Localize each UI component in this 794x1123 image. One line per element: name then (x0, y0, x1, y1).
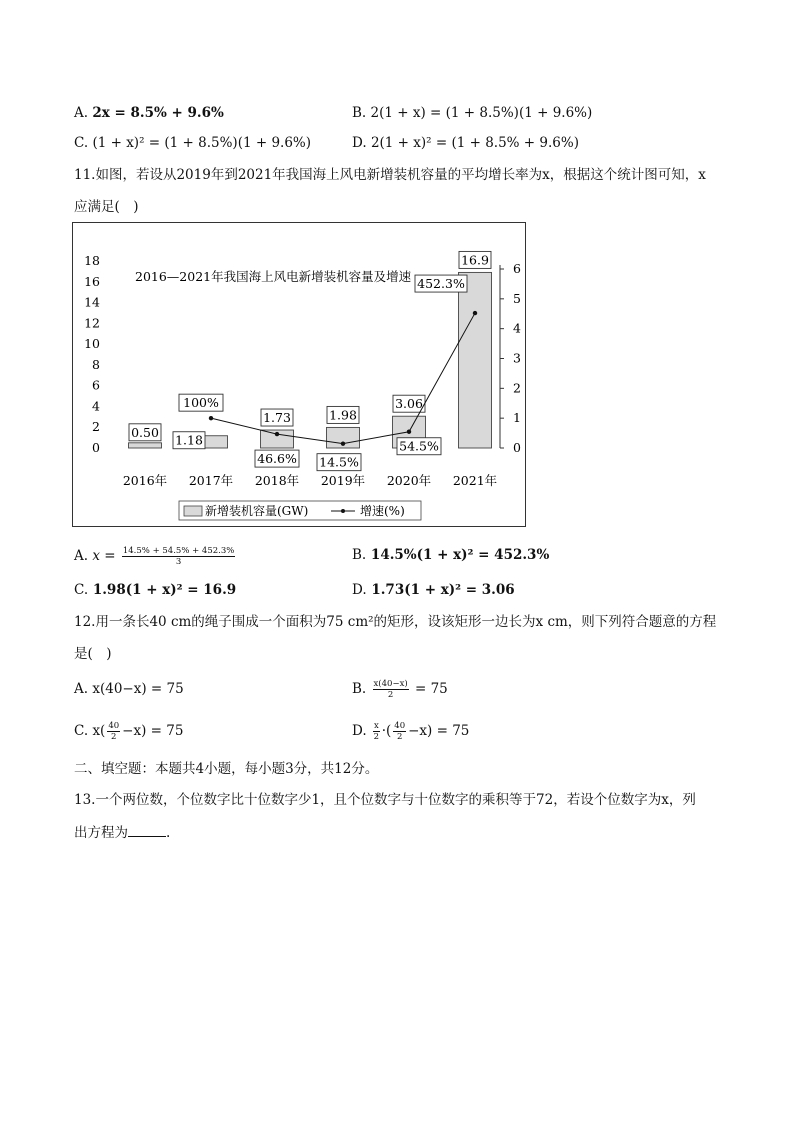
q12-option-b: B. $\frac{x(40-x)}{2}$ = 75 (352, 679, 448, 700)
q12-stem-line1: 12.用一条长40 cm的绳子围成一个面积为75 cm²的矩形，设该矩形一边长为x cm，则下列符合题意的方程 (74, 614, 717, 630)
left-axis-tick-label: 8 (92, 356, 100, 372)
growth-value-label: 54.5% (399, 438, 439, 454)
category-label: 2019年 (320, 473, 366, 488)
legend-bar-swatch (184, 506, 202, 516)
category-label: 2020年 (386, 473, 432, 488)
bar-2021年 (459, 272, 492, 448)
growth-point-2020年 (407, 430, 411, 434)
bar-value-label: 0.50 (131, 424, 159, 440)
left-axis-tick-label: 6 (92, 377, 100, 393)
category-label: 2018年 (254, 473, 300, 488)
left-axis-tick-label: 18 (84, 253, 100, 268)
bar-value-label: 16.9 (461, 252, 489, 268)
right-axis-tick-label: 6 (513, 261, 521, 276)
bar-2016年 (129, 443, 162, 448)
left-axis-tick-label: 14 (84, 294, 100, 310)
answer-blank[interactable] (128, 823, 166, 837)
bar-value-label: 3.06 (395, 396, 423, 412)
left-axis-tick-label: 0 (92, 440, 100, 455)
q11-option-a: A. x = $\frac{14.5\% + 54.5\% + 452.3\%}{3}$ (74, 546, 235, 567)
q11-a-numerator: 14.5% + 54.5% + 452.3% (122, 546, 235, 556)
right-axis-tick-label: 3 (513, 350, 521, 366)
q12-option-d: D. $\frac{x}{2}$ ·( $\frac{40}{2}$ −x) = 75 (352, 721, 470, 742)
q10-option-c: C. (1 + x)² = (1 + 8.5%)(1 + 9.6%) (74, 135, 312, 151)
q13-stem-line1: 13.一个两位数，个位数字比十位数字少1，且个位数字与十位数字的乘积等于72，若设个位数字为x，列 (74, 792, 696, 808)
q10-option-b: B. 2(1 + x) = (1 + 8.5%)(1 + 9.6%) (352, 105, 593, 121)
category-label: 2021年 (452, 473, 498, 488)
q11-stem-line1: 11.如图，若设从2019年到2021年我国海上风电新增装机容量的平均增长率为x，根据这个统计图可知，x (74, 167, 706, 183)
growth-point-2017年 (209, 416, 213, 420)
q12-option-c: C. x( $\frac{40}{2}$ −x) = 75 (74, 721, 184, 742)
left-axis-tick-label: 4 (92, 398, 100, 414)
growth-point-2019年 (341, 441, 345, 445)
q11-option-c: C. 1.98(1 + x)² = 16.9 (74, 582, 237, 598)
bar-value-label: 1.18 (175, 432, 203, 448)
bar-value-label: 1.73 (263, 410, 291, 426)
q11-chart (72, 222, 526, 527)
legend-line-label: 增速(%) (360, 504, 405, 518)
growth-point-2021年 (473, 311, 477, 315)
section2-heading: 二、填空题：本题共4小题，每小题3分，共12分。 (74, 761, 379, 777)
q10-option-a: A. 2x = 8.5% + 9.6% (74, 105, 224, 121)
q13-stem-line2: 出方程为 . (74, 825, 171, 841)
growth-line (211, 313, 475, 444)
q12-option-a: A. x(40−x) = 75 (74, 681, 184, 697)
category-label: 2017年 (188, 473, 234, 488)
left-axis-tick-label: 2 (92, 419, 100, 435)
bar-value-label: 1.98 (329, 407, 357, 423)
legend-line-marker (341, 509, 345, 513)
right-axis-tick-label: 1 (513, 410, 521, 426)
q11-option-d: D. 1.73(1 + x)² = 3.06 (352, 582, 515, 598)
q12-stem-line2: 是( ) (74, 646, 112, 662)
q11-stem-line2: 应满足( ) (74, 199, 139, 215)
left-axis-tick-label: 16 (84, 273, 100, 289)
q11-a-denominator: 3 (175, 557, 182, 567)
growth-value-label: 14.5% (319, 454, 359, 470)
growth-value-label: 452.3% (417, 276, 465, 292)
growth-value-label: 46.6% (257, 451, 297, 467)
legend-bar-label: 新增装机容量(GW) (205, 504, 309, 518)
left-axis-tick-label: 10 (84, 336, 100, 352)
q10-option-d: D. 2(1 + x)² = (1 + 8.5% + 9.6%) (352, 135, 579, 151)
q11-option-b: B. 14.5%(1 + x)² = 452.3% (352, 547, 550, 563)
right-axis-tick-label: 5 (513, 290, 521, 306)
growth-point-2018年 (275, 432, 279, 436)
right-axis-tick-label: 4 (513, 320, 521, 336)
left-axis-tick-label: 12 (84, 315, 100, 331)
chart-svg (73, 223, 525, 526)
chart-legend (179, 501, 421, 520)
growth-value-label: 100% (183, 395, 219, 411)
right-axis-tick-label: 0 (513, 440, 521, 455)
right-axis-tick-label: 2 (513, 380, 521, 396)
category-label: 2016年 (122, 473, 168, 488)
chart-title: 2016—2021年我国海上风电新增装机容量及增速 (135, 269, 412, 284)
